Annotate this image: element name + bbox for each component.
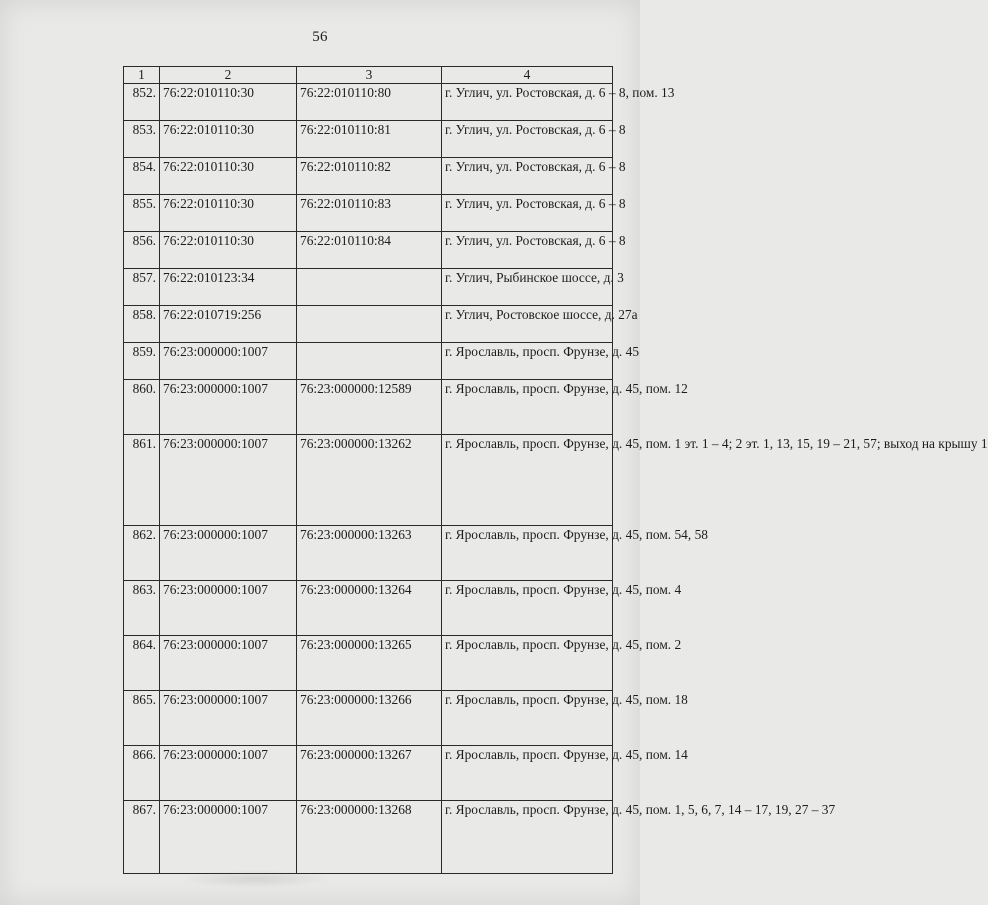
table-row bbox=[124, 636, 613, 691]
address: г. Ярославль, просп. Фрунзе, д. 45 bbox=[442, 343, 613, 380]
row-number: 867. bbox=[124, 801, 160, 874]
address: г. Углич, ул. Ростовская, д. 6 – 8 bbox=[442, 158, 613, 195]
object-cadastral-number bbox=[297, 343, 442, 380]
table-row bbox=[124, 526, 613, 581]
object-cadastral-number: 76:23:000000:13267 bbox=[297, 746, 442, 801]
parcel-cadastral-number: 76:23:000000:1007 bbox=[160, 380, 297, 435]
object-cadastral-number bbox=[297, 269, 442, 306]
column-header-4: 4 bbox=[442, 67, 613, 84]
table-row bbox=[124, 380, 613, 435]
address: г. Ярославль, просп. Фрунзе, д. 45, пом. 1, 5, 6, 7, 14 – 17, 19, 27 – 37 bbox=[442, 801, 613, 874]
address: г. Ярославль, просп. Фрунзе, д. 45, пом. 1 эт. 1 – 4; 2 эт. 1, 13, 15, 19 – 21, 57; выход на крышу 1 bbox=[442, 435, 613, 526]
object-cadastral-number: 76:22:010110:82 bbox=[297, 158, 442, 195]
address: г. Углич, ул. Ростовская, д. 6 – 8 bbox=[442, 232, 613, 269]
address: г. Ярославль, просп. Фрунзе, д. 45, пом. 2 bbox=[442, 636, 613, 691]
parcel-cadastral-number: 76:22:010110:30 bbox=[160, 121, 297, 158]
parcel-cadastral-number: 76:23:000000:1007 bbox=[160, 343, 297, 380]
address: г. Ярославль, просп. Фрунзе, д. 45, пом. 54, 58 bbox=[442, 526, 613, 581]
table-row bbox=[124, 232, 613, 269]
row-number: 856. bbox=[124, 232, 160, 269]
row-number: 862. bbox=[124, 526, 160, 581]
object-cadastral-number: 76:23:000000:13264 bbox=[297, 581, 442, 636]
parcel-cadastral-number: 76:23:000000:1007 bbox=[160, 746, 297, 801]
parcel-cadastral-number: 76:23:000000:1007 bbox=[160, 526, 297, 581]
table-row bbox=[124, 84, 613, 121]
parcel-cadastral-number: 76:23:000000:1007 bbox=[160, 581, 297, 636]
parcel-cadastral-number: 76:22:010110:30 bbox=[160, 158, 297, 195]
object-cadastral-number: 76:22:010110:83 bbox=[297, 195, 442, 232]
address: г. Углич, ул. Ростовская, д. 6 – 8 bbox=[442, 195, 613, 232]
table-row bbox=[124, 691, 613, 746]
address: г. Ярославль, просп. Фрунзе, д. 45, пом. 18 bbox=[442, 691, 613, 746]
object-cadastral-number bbox=[297, 306, 442, 343]
registry-table bbox=[123, 66, 988, 874]
address: г. Углич, ул. Ростовская, д. 6 – 8, пом. 13 bbox=[442, 84, 613, 121]
page-number: 56 bbox=[312, 29, 328, 45]
row-number: 864. bbox=[124, 636, 160, 691]
parcel-cadastral-number: 76:22:010123:34 bbox=[160, 269, 297, 306]
parcel-cadastral-number: 76:22:010110:30 bbox=[160, 232, 297, 269]
object-cadastral-number: 76:23:000000:13266 bbox=[297, 691, 442, 746]
row-number: 866. bbox=[124, 746, 160, 801]
address: г. Углич, ул. Ростовская, д. 6 – 8 bbox=[442, 121, 613, 158]
row-number: 863. bbox=[124, 581, 160, 636]
object-cadastral-number: 76:22:010110:84 bbox=[297, 232, 442, 269]
table-row bbox=[124, 121, 613, 158]
row-number: 858. bbox=[124, 306, 160, 343]
row-number: 854. bbox=[124, 158, 160, 195]
row-number: 865. bbox=[124, 691, 160, 746]
table-row bbox=[124, 158, 613, 195]
table-row bbox=[124, 746, 613, 801]
object-cadastral-number: 76:22:010110:80 bbox=[297, 84, 442, 121]
address: г. Углич, Ростовское шоссе, д. 27а bbox=[442, 306, 613, 343]
parcel-cadastral-number: 76:22:010110:30 bbox=[160, 195, 297, 232]
parcel-cadastral-number: 76:22:010719:256 bbox=[160, 306, 297, 343]
table-row bbox=[124, 801, 613, 874]
column-header-3: 3 bbox=[297, 67, 442, 84]
address: г. Ярославль, просп. Фрунзе, д. 45, пом. 12 bbox=[442, 380, 613, 435]
column-header-1: 1 bbox=[124, 67, 160, 84]
row-number: 861. bbox=[124, 435, 160, 526]
address: г. Углич, Рыбинское шоссе, д. 3 bbox=[442, 269, 613, 306]
parcel-cadastral-number: 76:23:000000:1007 bbox=[160, 801, 297, 874]
row-number: 859. bbox=[124, 343, 160, 380]
table-row bbox=[124, 581, 613, 636]
table-row bbox=[124, 269, 613, 306]
table-row bbox=[124, 195, 613, 232]
object-cadastral-number: 76:23:000000:13268 bbox=[297, 801, 442, 874]
row-number: 857. bbox=[124, 269, 160, 306]
column-header-2: 2 bbox=[160, 67, 297, 84]
object-cadastral-number: 76:23:000000:13263 bbox=[297, 526, 442, 581]
address: г. Ярославль, просп. Фрунзе, д. 45, пом. 14 bbox=[442, 746, 613, 801]
object-cadastral-number: 76:23:000000:12589 bbox=[297, 380, 442, 435]
address: г. Ярославль, просп. Фрунзе, д. 45, пом. 4 bbox=[442, 581, 613, 636]
row-number: 860. bbox=[124, 380, 160, 435]
header-row bbox=[124, 67, 613, 84]
table-row bbox=[124, 343, 613, 380]
parcel-cadastral-number: 76:23:000000:1007 bbox=[160, 691, 297, 746]
table-row bbox=[124, 306, 613, 343]
object-cadastral-number: 76:23:000000:13265 bbox=[297, 636, 442, 691]
scan-smudge bbox=[180, 870, 330, 888]
parcel-cadastral-number: 76:23:000000:1007 bbox=[160, 636, 297, 691]
parcel-cadastral-number: 76:22:010110:30 bbox=[160, 84, 297, 121]
parcel-cadastral-number: 76:23:000000:1007 bbox=[160, 435, 297, 526]
table-row bbox=[124, 435, 613, 526]
row-number: 855. bbox=[124, 195, 160, 232]
row-number: 852. bbox=[124, 84, 160, 121]
object-cadastral-number: 76:23:000000:13262 bbox=[297, 435, 442, 526]
row-number: 853. bbox=[124, 121, 160, 158]
object-cadastral-number: 76:22:010110:81 bbox=[297, 121, 442, 158]
